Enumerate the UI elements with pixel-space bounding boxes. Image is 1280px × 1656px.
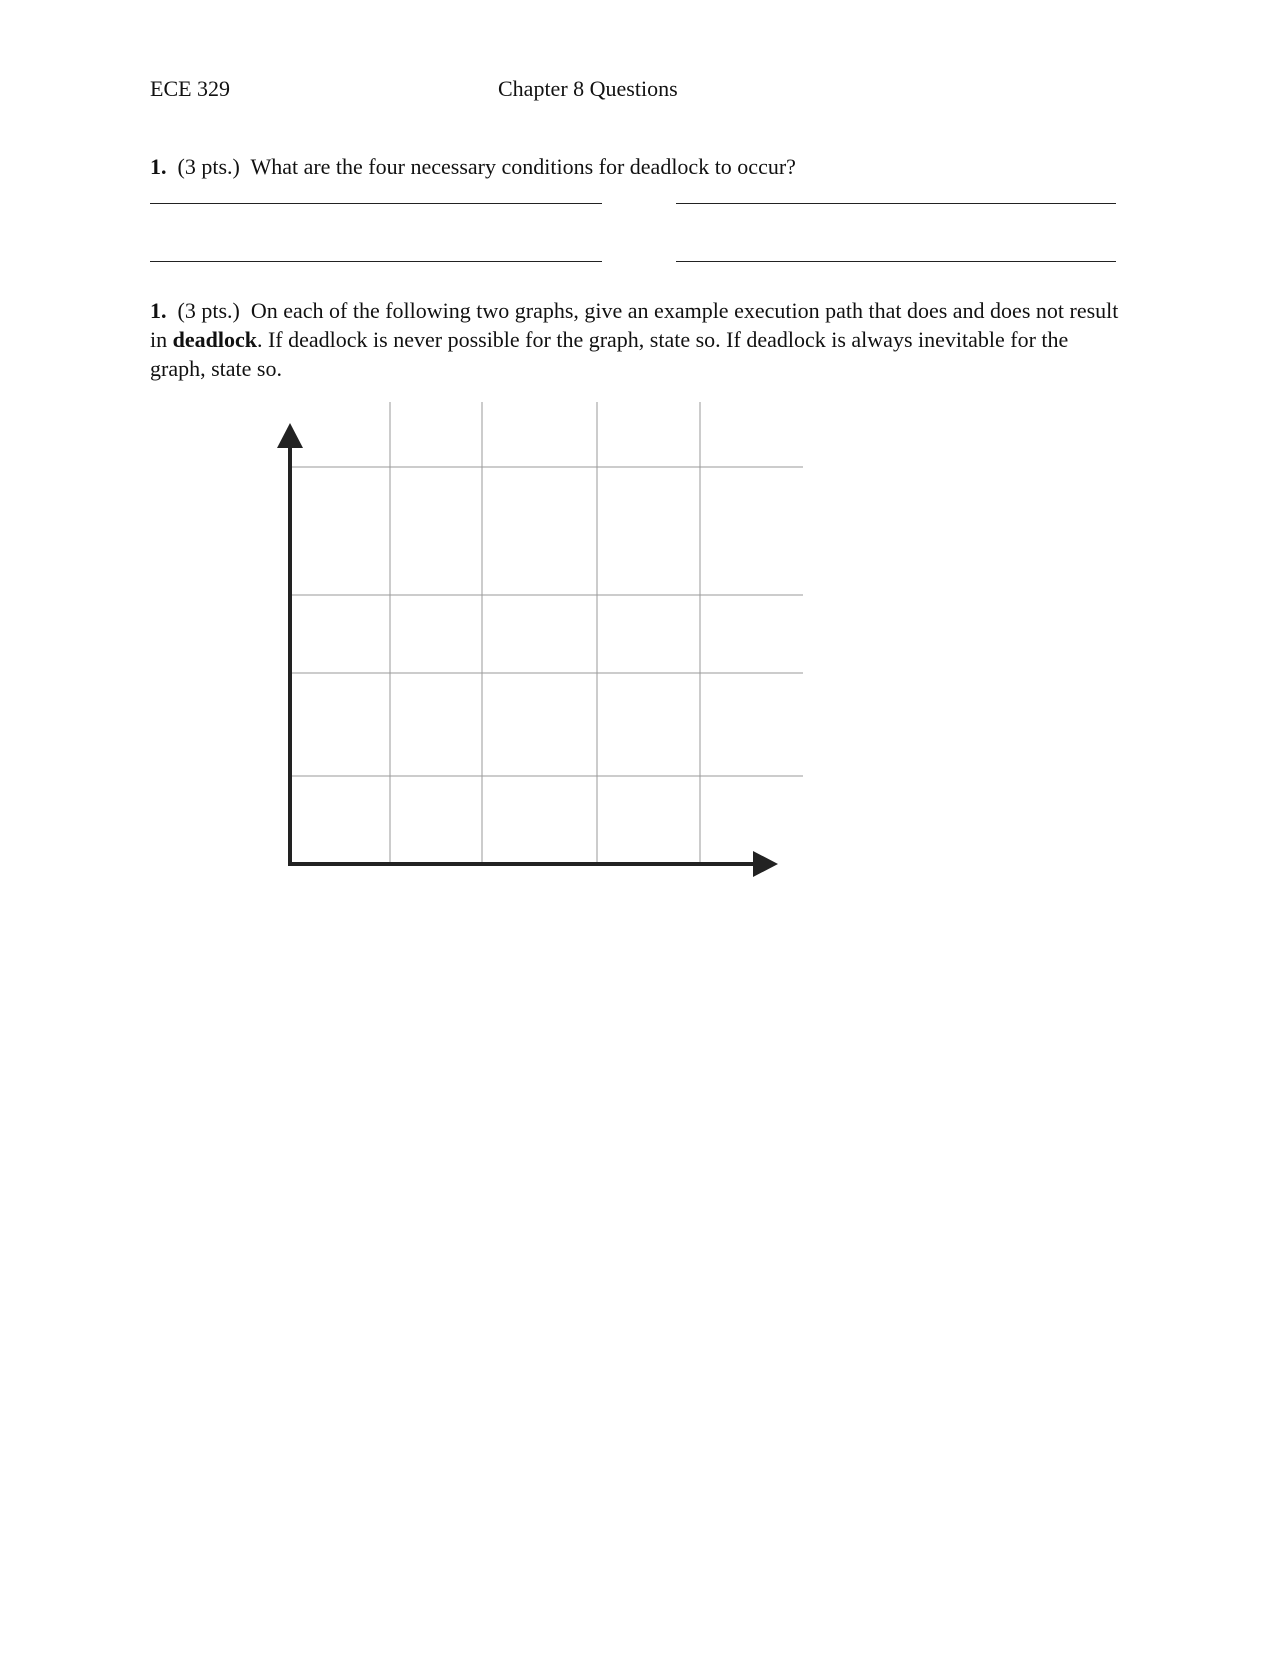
question-2-number: 1. [150, 298, 167, 323]
question-1-points: (3 pts.) [177, 154, 240, 179]
page-title: Chapter 8 Questions [498, 76, 678, 101]
course-code: ECE 329 [150, 76, 231, 101]
y-axis-arrow-icon [277, 423, 303, 448]
question-2-text-after: . If deadlock is never possible for the graph, state so. If deadlock is always inevitable for the graph, state so. [150, 327, 1069, 381]
question-2-text-before: On each of the following two graphs, give an example execution path that does and does not result in [150, 298, 1119, 352]
question-1-number: 1. [150, 154, 167, 179]
question-2-points: (3 pts.) [177, 298, 240, 323]
question-2-text-bold: deadlock [172, 327, 257, 352]
graph-grid [290, 402, 803, 866]
x-axis-arrow-icon [753, 851, 778, 877]
graph-axes [277, 423, 778, 877]
question-1-text: What are the four necessary conditions for deadlock to occur? [250, 154, 796, 179]
